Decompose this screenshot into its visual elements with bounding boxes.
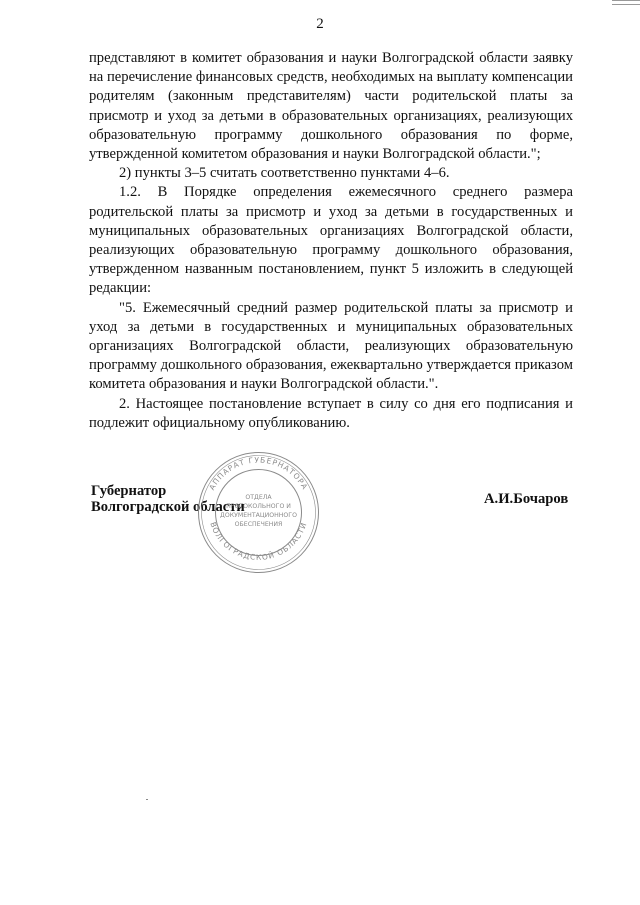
signatory-title-line2: Волгоградской области [91,499,245,515]
seal-center-line1: ОТДЕЛА [245,494,272,501]
paragraph-2: 2) пункты 3–5 считать соответственно пунктами 4–6. [119,165,450,182]
paragraph-5: 2. Настоящее постановление вступает в силу со дня его подписания и подлежит официальному опубликованию. [89,395,573,431]
svg-text:АППАРАТ ГУБЕРНАТОРА [207,455,309,491]
seal-center-line2: ПРОТОКОЛЬНОГО И [226,503,291,510]
signatory-name: А.И.Бочаров [484,491,569,507]
paragraph-1: представляют в комитет образования и науки Волгоградской области заявку на перечисление финансовых средств, необходимых на выплату компенсации родителям (законным представителям) части родительской платы за присмотр и уход за детьми в образовательных организациях, реализующих образовательную программу дошкольного образования по форме, утвержденной комитетом образования и науки Волгоградской области."; [89,50,573,163]
page-number: 2 [316,16,324,32]
paragraph-3: 1.2. В Порядке определения ежемесячного среднего размера родительской платы за присмотр и уход за детьми в государственных и муниципальных образовательных организациях Волгоградской области, реализующих образовательную программу дошкольного образования, утвержденном названным постановлением, пункт 5 изложить в следующей редакции: [89,184,573,297]
seal-ring-bottom-text: ВОЛГОГРАДСКОЙ ОБЛАСТИ [208,520,309,562]
seal-ring-top-text: АППАРАТ ГУБЕРНАТОРА [207,455,310,492]
corner-mark [612,0,640,5]
seal-center-line4: ОБЕСПЕЧЕНИЯ [234,521,283,528]
paragraph-4: "5. Ежемесячный средний размер родительской платы за присмотр и уход за детьми в государственных и муниципальных образовательных организациях Волгоградской области, реализующих образовательную программу дошкольного образования, ежеквартально утверждается приказом комитета образования и науки Волгоградской области.". [89,299,573,393]
signatory-title-line1: Губернатор [91,483,167,499]
official-seal-stamp [196,450,321,575]
scan-speck [146,799,148,800]
document-body [89,49,573,433]
seal-center-line3: ДОКУМЕНТАЦИОННОГО [220,512,297,519]
